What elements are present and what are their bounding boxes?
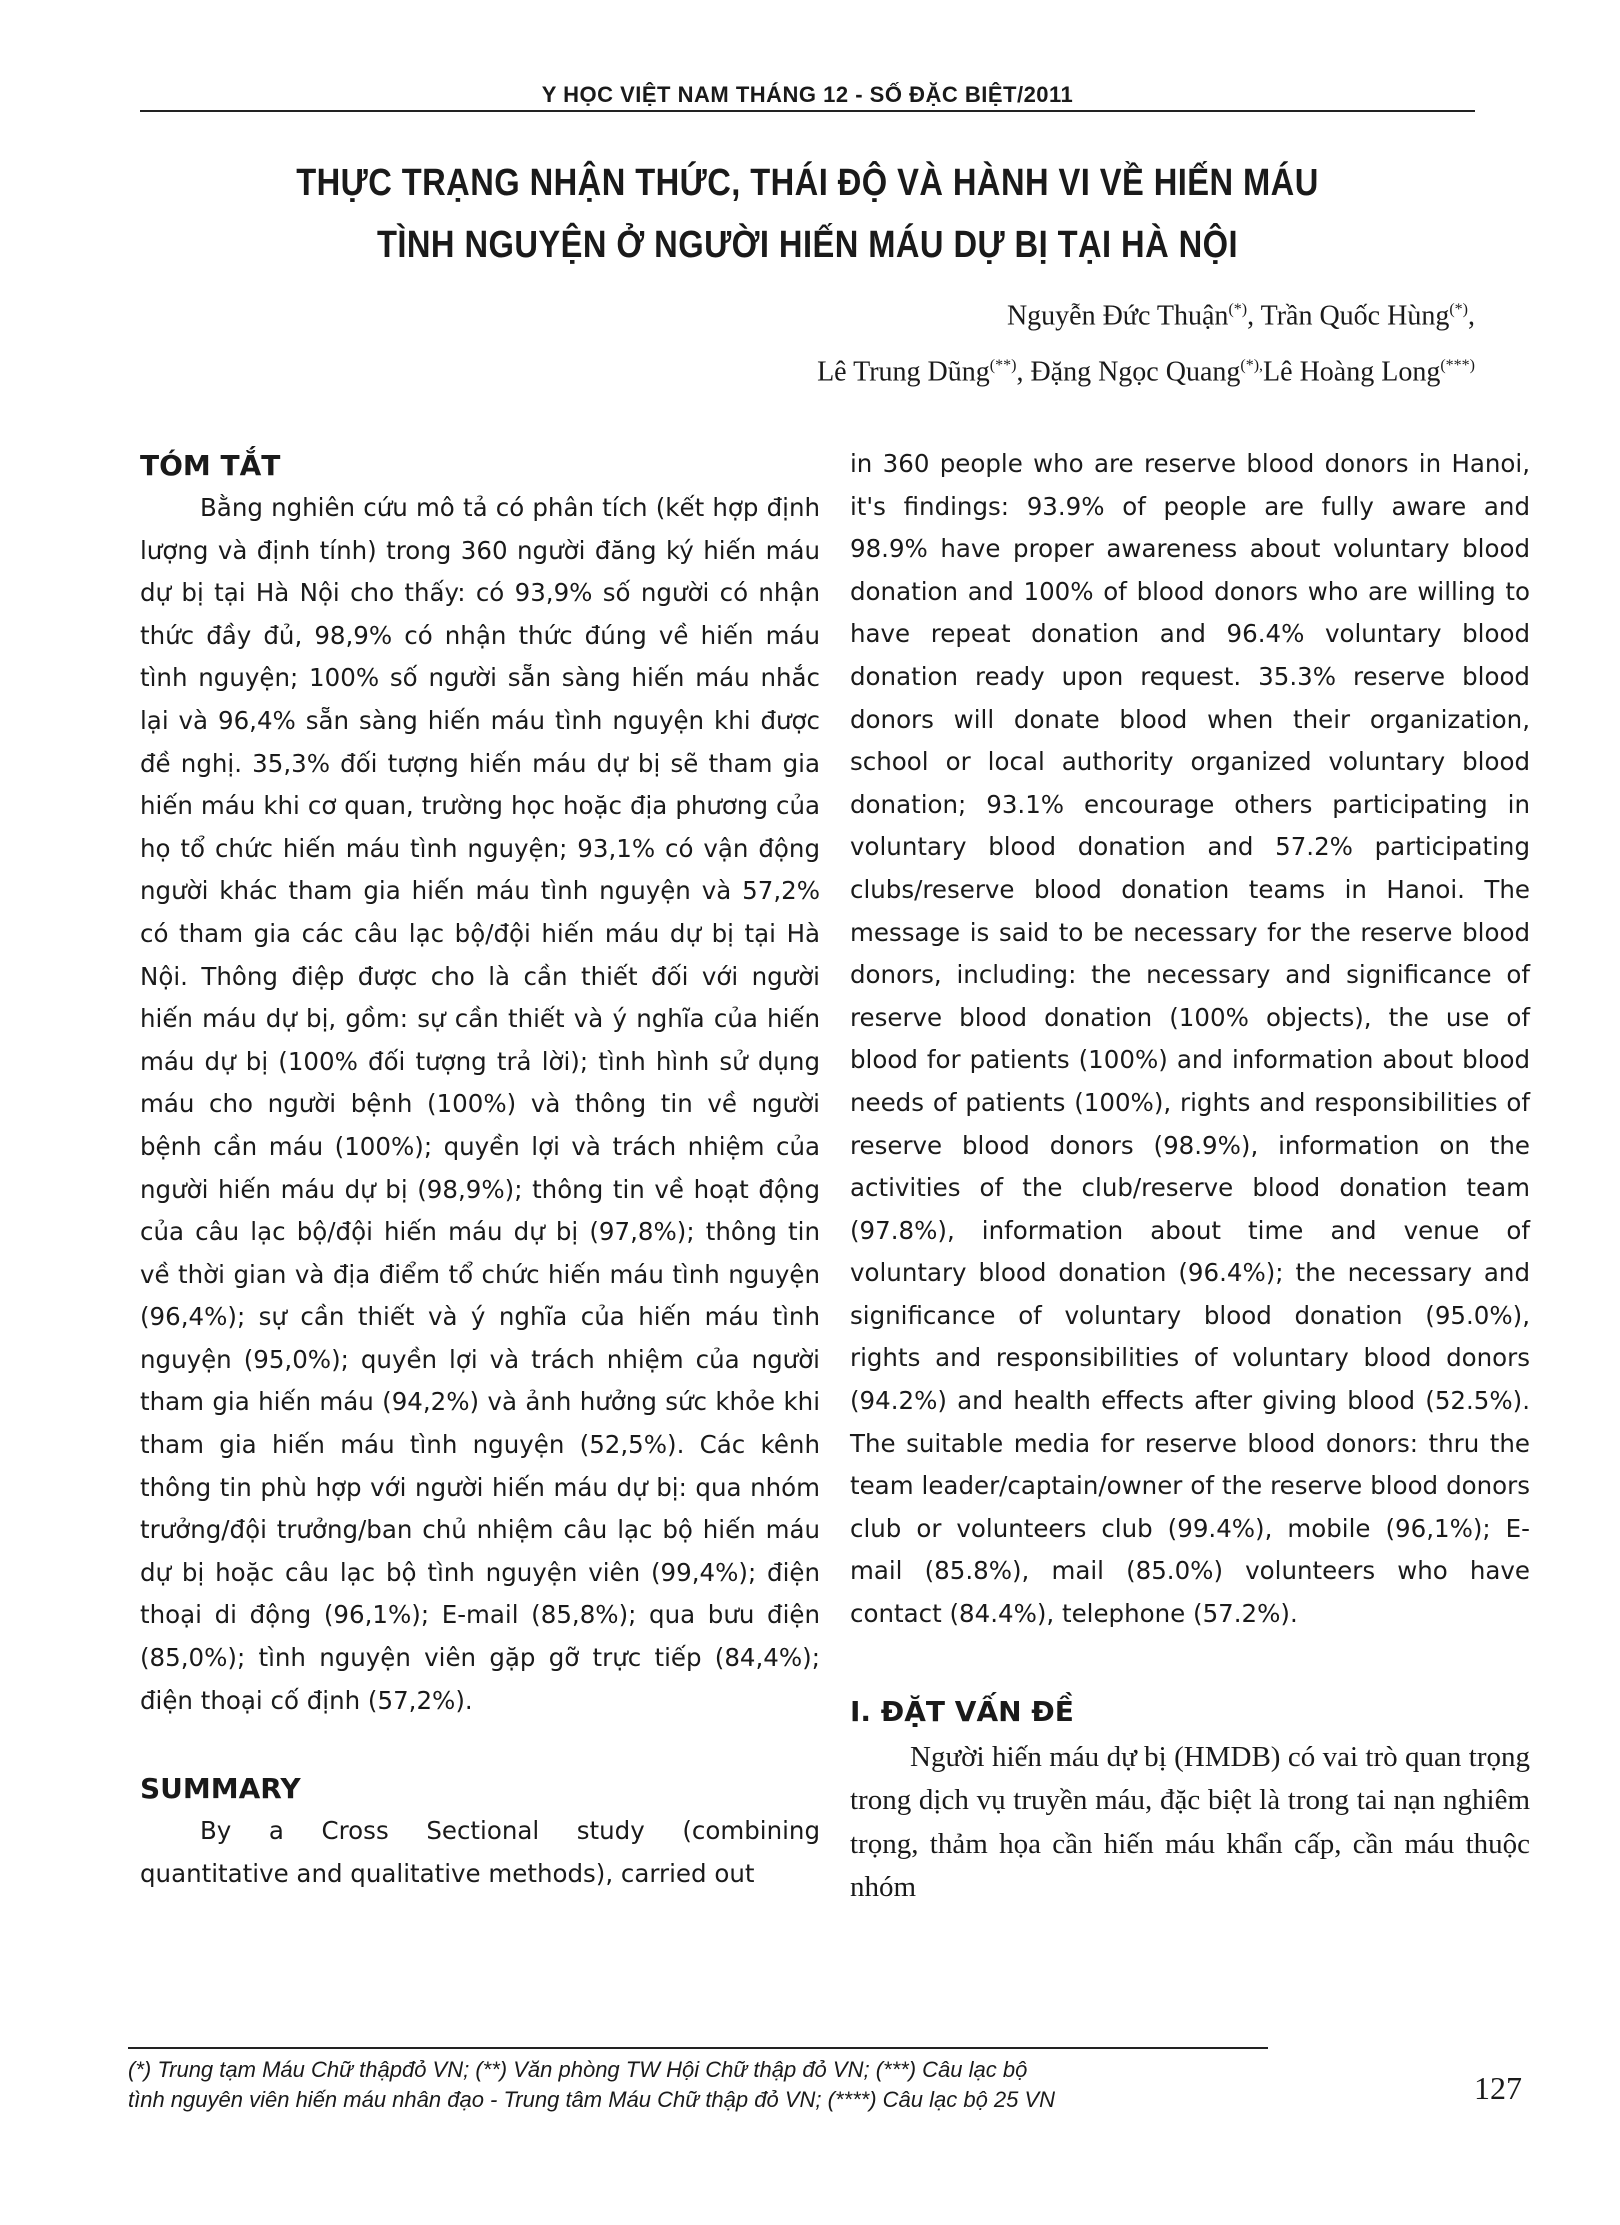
author-separator: , bbox=[1016, 356, 1031, 388]
affiliation-footnotes bbox=[128, 2055, 1308, 2115]
page-number: 127 bbox=[1474, 2070, 1522, 2106]
footnote-line-2: tình nguyên viên hiến máu nhân đạo - Trung tâm Máu Chữ thập đỏ VN; (****) Câu lạc bộ 25 VN bbox=[128, 2087, 1056, 2112]
article-title-line-1: THỰC TRẠNG NHẬN THỨC, THÁI ĐỘ VÀ HÀNH VI VỀ HIẾN MÁU bbox=[296, 162, 1319, 204]
author-line-1 bbox=[375, 285, 1475, 341]
article-title bbox=[233, 152, 1381, 276]
article-title-line-2: TÌNH NGUYỆN Ở NGƯỜI HIẾN MÁU DỰ BỊ TẠI HÀ NỘI bbox=[376, 224, 1238, 266]
author-separator: , bbox=[1468, 300, 1475, 332]
author-list bbox=[375, 285, 1475, 398]
right-column bbox=[850, 443, 1530, 1910]
author-affiliation-mark: (***) bbox=[1440, 357, 1475, 375]
author-name: Nguyễn Đức Thuận bbox=[1006, 300, 1229, 332]
summary-text-continued: in 360 people who are reserve blood donors in Hanoi, it's findings: 93.9% of people are fully aware and 98.9% have proper awareness about voluntary blood donation and 100% of blood donors who are willing to have repeat donation and 96.4% voluntary blood donation ready upon request. 35.3% reserve blood donors will donate blood when their organization, school or local authority organized voluntary blood donation; 93.1% encourage others participating in voluntary blood donation and 57.2% participating clubs/reserve blood donation teams in Hanoi. The message is said to be necessary for the reserve blood donors, including: the necessary and significance of reserve blood donation (100% objects), the use of blood for patients (100%) and information about blood needs of patients (100%), rights and responsibilities of reserve blood donors (98.9%), information on the activities of the club/reserve blood donation team (97.8%), information about time and venue of voluntary blood donation (96.4%); the necessary and significance of voluntary blood donation (95.0%), rights and responsibilities of voluntary blood donors (94.2%) and health effects after giving blood (52.5%). The suitable media for reserve blood donors: thru the team leader/captain/owner of the reserve blood donors club or volunteers club (99.4%), mobile (96,1%); E-mail (85.8%), mail (85.0%) volunteers who have contact (84.4%), telephone (57.2%). bbox=[850, 449, 1530, 1629]
author-name: Lê Hoàng Long bbox=[1263, 356, 1441, 388]
introduction-text: Người hiến máu dự bị (HMDB) có vai trò quan trọng trong dịch vụ truyền máu, đặc biệt là trong tai nạn nghiêm trọng, thảm họa cần hiến máu khẩn cấp, cần máu thuộc nhóm bbox=[850, 1740, 1530, 1904]
author-affiliation-mark: (*), bbox=[1240, 357, 1264, 375]
footnote-line-1: (*) Trung tạm Máu Chữ thậpđỏ VN; (**) Văn phòng TW Hội Chữ thập đỏ VN; (***) Câu lạc bộ bbox=[128, 2057, 1028, 2082]
left-column bbox=[140, 445, 820, 1895]
author-line-2 bbox=[375, 341, 1475, 397]
summary-text-start: By a Cross Sectional study (combining quantitative and qualitative methods), carried out bbox=[140, 1816, 820, 1888]
author-name: Đặng Ngọc Quang bbox=[1030, 356, 1241, 388]
header-divider bbox=[140, 110, 1475, 112]
author-affiliation-mark: (*) bbox=[1228, 301, 1248, 318]
abstract-vi-text: Bằng nghiên cứu mô tả có phân tích (kết hợp định lượng và định tính) trong 360 người đăng ký hiến máu dự bị tại Hà Nội cho thấy: có 93,9% số người có nhận thức đầy đủ, 98,9% có nhận thức đúng về hiến máu tình nguyện; 100% số người sẵn sàng hiến máu nhắc lại và 96,4% sẵn sàng hiến máu tình nguyện khi được đề nghị. 35,3% đối tượng hiến máu dự bị sẽ tham gia hiến máu khi cơ quan, trường học hoặc địa phương của họ tổ chức hiến máu tình nguyện; 93,1% có vận động người khác tham gia hiến máu tình nguyện và 57,2% có tham gia các câu lạc bộ/đội hiến máu dự bị tại Hà Nội. Thông điệp được cho là cần thiết đối với người hiến máu dự bị, gồm: sự cần thiết và ý nghĩa của hiến máu dự bị (100% đối tượng trả lời); tình hình sử dụng máu cho người bệnh (100%) và thông tin về người bệnh cần máu (100%); quyền lợi và trách nhiệm của người hiến máu dự bị (98,9%); thông tin về hoạt động của câu lạc bộ/đội hiến máu dự bị (97,8%); thông tin về thời gian và địa điểm tổ chức hiến máu tình nguyện (96,4%); sự cần thiết và ý nghĩa của hiến máu tình nguyện (95,0%); quyền lợi và trách nhiệm của người tham gia hiến máu (94,2%) và ảnh hưởng sức khỏe khi tham gia hiến máu tình nguyện (52,5%). Các kênh thông tin phù hợp với người hiến máu dự bị: qua nhóm trưởng/đội trưởng/ban chủ nhiệm câu lạc bộ hiến máu dự bị hoặc câu lạc bộ tình nguyện viên (99,4%); điện thoại di động (96,1%); E-mail (85,8%); qua bưu điện (85,0%); tình nguyện viên gặp gỡ trực tiếp (84,4%); điện thoại cố định (57,2%). bbox=[140, 493, 820, 1715]
author-affiliation-mark: (**) bbox=[989, 357, 1017, 375]
introduction-heading: I. ĐẶT VẤN ĐỀ bbox=[850, 1694, 1074, 1728]
abstract-heading: TÓM TẮT bbox=[140, 449, 281, 482]
footnote-divider bbox=[128, 2047, 1268, 2049]
author-separator: , bbox=[1247, 300, 1261, 332]
author-name: Lê Trung Dũng bbox=[817, 356, 990, 388]
author-affiliation-mark: (*) bbox=[1449, 301, 1468, 318]
summary-heading: SUMMARY bbox=[140, 1772, 301, 1806]
running-header: Y HỌC VIỆT NAM THÁNG 12 - SỐ ĐẶC BIỆT/2011 bbox=[541, 82, 1074, 107]
author-name: Trần Quốc Hùng bbox=[1260, 300, 1450, 332]
